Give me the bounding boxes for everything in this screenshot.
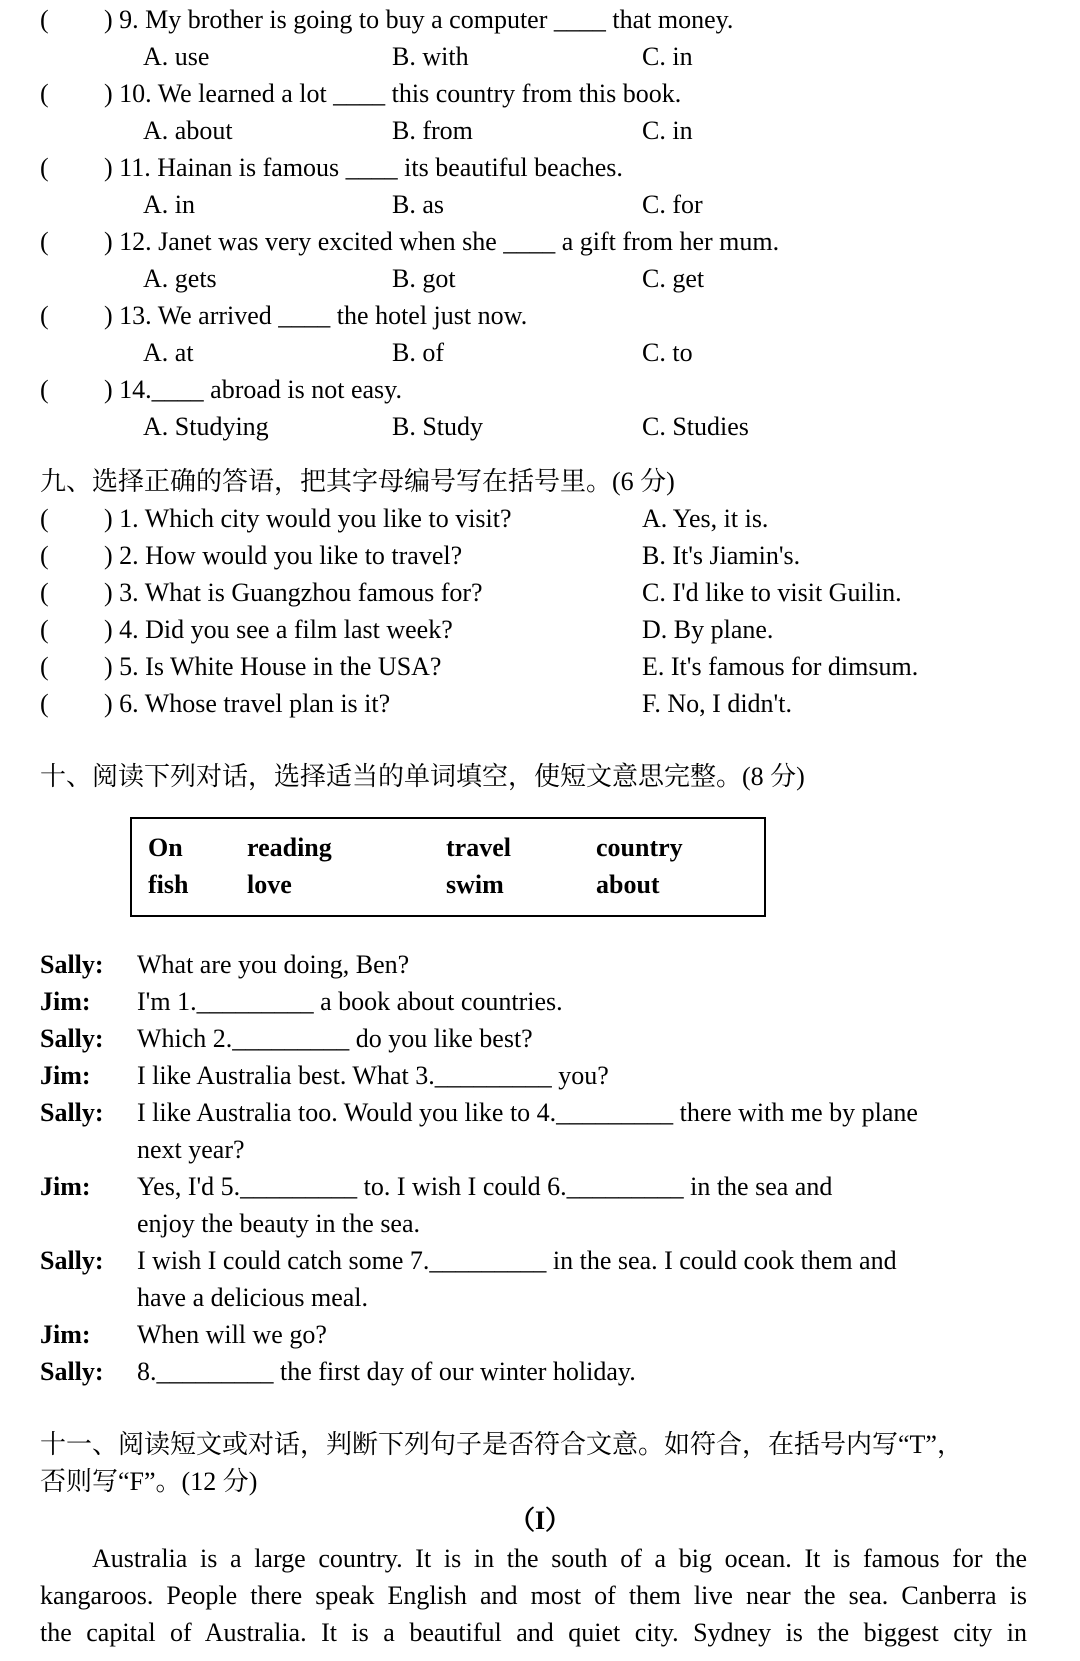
option-a: A. in (143, 190, 195, 219)
word-bank-word: On (148, 833, 183, 862)
word-bank-word: swim (446, 870, 504, 899)
mcq-options-row (0, 408, 1080, 445)
answer-bracket: ( (40, 541, 49, 570)
speaker-name: Sally: (40, 1098, 104, 1127)
option-a: A. about (143, 116, 233, 145)
option-a: A. at (143, 338, 194, 367)
answer-bracket: ( (40, 227, 49, 256)
matching-answer: A. Yes, it is. (642, 504, 769, 533)
option-b: B. as (392, 190, 444, 219)
section-heading-continuation: 否则写“F”。(12 分) (40, 1467, 258, 1496)
answer-bracket: ( (40, 578, 49, 607)
dialogue-continuation (0, 1279, 1080, 1316)
mcq-question-row (0, 75, 1080, 112)
speaker-name: Jim: (40, 1061, 91, 1090)
option-c: C. get (642, 264, 705, 293)
speaker-name: Sally: (40, 1246, 104, 1275)
mcq-options-row (0, 260, 1080, 297)
speaker-name: Jim: (40, 1172, 91, 1201)
passage-line: kangaroos. People there speak English and most of them live near the sea. Canberra is (40, 1581, 1027, 1610)
matching-row (0, 537, 1080, 574)
dialogue-text: enjoy the beauty in the sea. (137, 1209, 421, 1238)
option-c: C. Studies (642, 412, 749, 441)
question-text: ) 10. We learned a lot ____ this country from this book. (104, 79, 682, 108)
option-c: C. in (642, 42, 693, 71)
mcq-options-row (0, 186, 1080, 223)
answer-bracket: ( (40, 153, 49, 182)
section-heading: 九、选择正确的答语，把其字母编号写在括号里。(6 分) (40, 467, 675, 496)
matching-question: ) 1. Which city would you like to visit? (104, 504, 512, 533)
question-text: ) 12. Janet was very excited when she ____ a gift from her mum. (104, 227, 780, 256)
matching-answer: F. No, I didn't. (642, 689, 792, 718)
dialogue-line (0, 946, 1080, 983)
matching-question: ) 3. What is Guangzhou famous for? (104, 578, 483, 607)
word-bank-word: travel (446, 833, 511, 862)
answer-bracket: ( (40, 375, 49, 404)
matching-row (0, 611, 1080, 648)
matching-row (0, 574, 1080, 611)
matching-row (0, 685, 1080, 722)
matching-question: ) 2. How would you like to travel? (104, 541, 463, 570)
word-bank-word: reading (247, 833, 332, 862)
speaker-name: Sally: (40, 1357, 104, 1386)
matching-question: ) 5. Is White House in the USA? (104, 652, 442, 681)
dialogue-line (0, 1353, 1080, 1390)
mcq-question-row (0, 297, 1080, 334)
option-a: A. Studying (143, 412, 269, 441)
word-bank-word: love (247, 870, 292, 899)
speaker-name: Jim: (40, 987, 91, 1016)
dialogue-text: What are you doing, Ben? (137, 950, 410, 979)
question-text: ) 14.____ abroad is not easy. (104, 375, 402, 404)
dialogue-line (0, 983, 1080, 1020)
matching-row (0, 500, 1080, 537)
mcq-options-row (0, 334, 1080, 371)
section-heading: 十、阅读下列对话，选择适当的单词填空，使短文意思完整。(8 分) (40, 762, 805, 791)
mcq-question-row (0, 149, 1080, 186)
dialogue-line (0, 1168, 1080, 1205)
speaker-name: Jim: (40, 1320, 91, 1349)
dialogue-text: I wish I could catch some 7._________ in the sea. I could cook them and (137, 1246, 897, 1275)
option-b: B. from (392, 116, 473, 145)
speaker-name: Sally: (40, 950, 104, 979)
answer-bracket: ( (40, 689, 49, 718)
dialogue-text: I'm 1._________ a book about countries. (137, 987, 563, 1016)
dialogue-continuation (0, 1131, 1080, 1168)
matching-answer: B. It's Jiamin's. (642, 541, 801, 570)
answer-bracket: ( (40, 301, 49, 330)
matching-question: ) 6. Whose travel plan is it? (104, 689, 391, 718)
mcq-question-row (0, 1, 1080, 38)
option-c: C. for (642, 190, 703, 219)
matching-answer: C. I'd like to visit Guilin. (642, 578, 902, 607)
passage-line: the capital of Australia. It is a beautiful and quiet city. Sydney is the biggest city in (40, 1618, 1027, 1647)
matching-row (0, 648, 1080, 685)
option-a: A. use (143, 42, 210, 71)
question-text: ) 13. We arrived ____ the hotel just now. (104, 301, 528, 330)
question-text: ) 9. My brother is going to buy a computer ____ that money. (104, 5, 734, 34)
dialogue-text: have a delicious meal. (137, 1283, 369, 1312)
dialogue-line (0, 1020, 1080, 1057)
word-bank-box (130, 817, 766, 917)
word-bank-word: country (596, 833, 683, 862)
passage-line: Australia is a large country. It is in the south of a big ocean. It is famous for the (92, 1544, 1027, 1573)
dialogue-text: When will we go? (137, 1320, 327, 1349)
option-c: C. to (642, 338, 693, 367)
dialogue-line (0, 1242, 1080, 1279)
dialogue-line (0, 1094, 1080, 1131)
option-b: B. of (392, 338, 444, 367)
matching-answer: E. It's famous for dimsum. (642, 652, 919, 681)
word-bank-word: about (596, 870, 660, 899)
option-b: B. got (392, 264, 456, 293)
answer-bracket: ( (40, 5, 49, 34)
dialogue-text: Yes, I'd 5._________ to. I wish I could 6._________ in the sea and (137, 1172, 833, 1201)
passage-number: （I） (508, 1506, 572, 1535)
dialogue-text: next year? (137, 1135, 245, 1164)
option-c: C. in (642, 116, 693, 145)
dialogue-text: Which 2._________ do you like best? (137, 1024, 533, 1053)
mcq-options-row (0, 38, 1080, 75)
dialogue-continuation (0, 1205, 1080, 1242)
mcq-options-row (0, 112, 1080, 149)
word-bank-word: fish (148, 870, 189, 899)
answer-bracket: ( (40, 652, 49, 681)
mcq-question-row (0, 371, 1080, 408)
dialogue-text: 8._________ the first day of our winter holiday. (137, 1357, 636, 1386)
answer-bracket: ( (40, 79, 49, 108)
matching-answer: D. By plane. (642, 615, 774, 644)
option-b: B. with (392, 42, 469, 71)
dialogue-text: I like Australia too. Would you like to 4._________ there with me by plane (137, 1098, 918, 1127)
section-heading: 十一、阅读短文或对话，判断下列句子是否符合文意。如符合，在括号内写“T”， (40, 1430, 963, 1459)
answer-bracket: ( (40, 615, 49, 644)
question-text: ) 11. Hainan is famous ____ its beautiful beaches. (104, 153, 623, 182)
dialogue-line (0, 1316, 1080, 1353)
option-a: A. gets (143, 264, 217, 293)
mcq-question-row (0, 223, 1080, 260)
speaker-name: Sally: (40, 1024, 104, 1053)
dialogue-line (0, 1057, 1080, 1094)
dialogue-text: I like Australia best. What 3._________ you? (137, 1061, 609, 1090)
matching-question: ) 4. Did you see a film last week? (104, 615, 453, 644)
answer-bracket: ( (40, 504, 49, 533)
option-b: B. Study (392, 412, 484, 441)
